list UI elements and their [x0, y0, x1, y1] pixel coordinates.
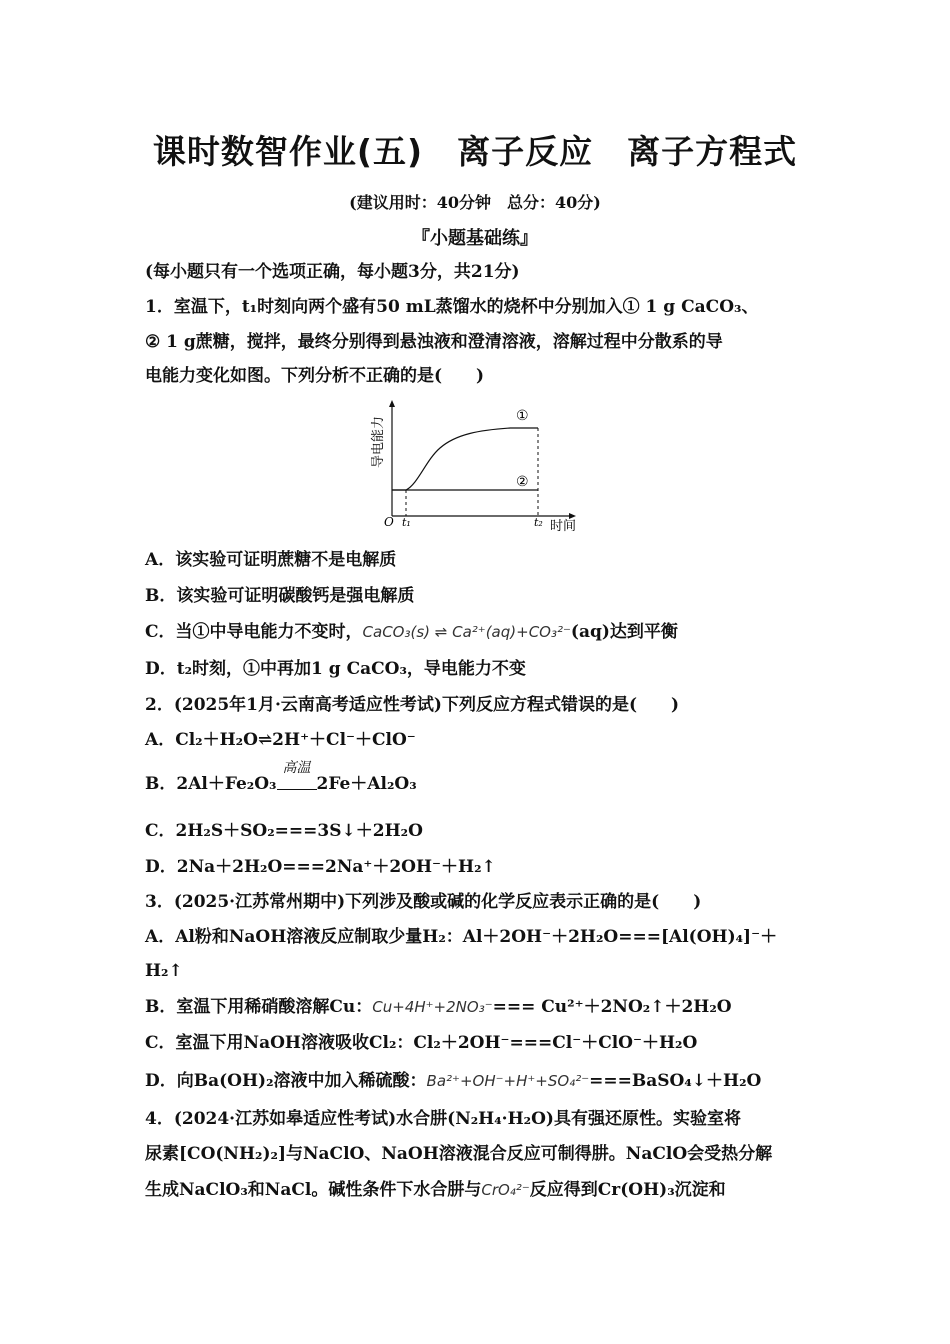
q3-option-d[interactable] — [145, 1069, 810, 1093]
page-title: 课时数智作业(五) 离子反应 离子方程式 — [152, 132, 798, 171]
t1-tick-label: t₁ — [402, 516, 411, 529]
series-2-label: ② — [516, 474, 529, 490]
conductivity-chart — [360, 398, 600, 538]
q3-option-d-formula: Ba²⁺+OH⁻+H⁺+SO₄²⁻ — [426, 1072, 590, 1090]
q2-option-a[interactable]: A．Cl₂＋H₂O⇌2H⁺＋Cl⁻＋ClO⁻ — [145, 730, 416, 750]
q4-line3-formula: CrO₄²⁻ — [481, 1181, 530, 1199]
q2-stem: 2．(2025年1月·云南高考适应性考试)下列反应方程式错误的是( ) — [145, 695, 680, 715]
q3-option-a-line1[interactable]: A．Al粉和NaOH溶液反应制取少量H₂：Al＋2OH⁻＋2H₂O===[Al(OH)₄]⁻＋ — [145, 927, 778, 947]
y-axis-label: 导电能力 — [371, 415, 386, 468]
q4-stem-line3 — [145, 1178, 810, 1202]
origin-label: O — [384, 515, 394, 529]
q3-option-b-pre: B．室温下用稀硝酸溶解Cu： — [145, 997, 373, 1017]
q3-option-b[interactable] — [145, 995, 810, 1019]
reaction-condition-arrow — [277, 760, 317, 796]
q1-option-c-post: (aq)达到平衡 — [570, 622, 678, 642]
q4-line3-pre: 生成NaClO₃和NaCl。碱性条件下水合肼与 — [145, 1180, 482, 1200]
series-1-label: ① — [516, 408, 529, 424]
q2-option-c[interactable]: C．2H₂S＋SO₂===3S↓＋2H₂O — [145, 821, 423, 841]
q4-stem-line1: 4．(2024·江苏如皋适应性考试)水合肼(N₂H₄·H₂O)具有强还原性。实验室将 — [145, 1109, 741, 1129]
q3-option-d-pre: D．向Ba(OH)₂溶液中加入稀硫酸： — [145, 1071, 427, 1091]
q1-option-c[interactable] — [145, 620, 810, 644]
q1-option-c-pre: C．当①中导电能力不变时， — [145, 622, 363, 642]
x-axis-label: 时间 — [550, 519, 577, 534]
q3-option-a-line2: H₂↑ — [145, 961, 183, 981]
q1-option-a[interactable]: A．该实验可证明蔗糖不是电解质 — [145, 550, 397, 570]
q1-option-d[interactable]: D．t₂时刻，①中再加1 g CaCO₃，导电能力不变 — [145, 659, 526, 679]
q3-option-d-post: ===BaSO₄↓＋H₂O — [589, 1071, 762, 1091]
q3-option-c[interactable]: C．室温下用NaOH溶液吸收Cl₂：Cl₂＋2OH⁻===Cl⁻＋ClO⁻＋H₂O — [145, 1033, 698, 1053]
q4-line3-post: 反应得到Cr(OH)₃沉淀和 — [529, 1180, 726, 1200]
q3-stem: 3．(2025·江苏常州期中)下列涉及酸或碱的化学反应表示正确的是( ) — [145, 892, 702, 912]
q3-option-b-formula: Cu+4H⁺+2NO₃⁻ — [372, 998, 493, 1016]
q1-option-c-formula: CaCO₃(s) ⇌ Ca²⁺(aq)+CO₃²⁻ — [362, 623, 571, 641]
time-score-note: (建议用时：40分钟 总分：40分) — [349, 193, 601, 212]
q1-stem-line3: 电能力变化如图。下列分析不正确的是( ) — [145, 366, 485, 386]
q1-option-b[interactable]: B．该实验可证明碳酸钙是强电解质 — [145, 586, 415, 606]
y-axis-arrow — [389, 400, 395, 407]
reaction-condition: 高温 — [282, 760, 311, 776]
instructions: (每小题只有一个选项正确，每小题3分，共21分) — [145, 262, 520, 282]
q2-option-d[interactable]: D．2Na＋2H₂O===2Na⁺＋2OH⁻＋H₂↑ — [145, 857, 496, 877]
q2-option-b-left: B．2Al＋Fe₂O₃ — [145, 774, 277, 794]
q1-stem-line2: ② 1 g蔗糖，搅拌，最终分别得到悬浊液和澄清溶液，溶解过程中分散系的导 — [145, 332, 723, 352]
q4-stem-line2: 尿素[CO(NH₂)₂]与NaClO、NaOH溶液混合反应可制得肼。NaClO会受热分解 — [145, 1144, 773, 1164]
section-heading: 『小题基础练』 — [412, 228, 538, 249]
q2-option-b[interactable] — [145, 760, 810, 796]
q2-option-b-right: 2Fe＋Al₂O₃ — [316, 774, 417, 794]
q1-stem-line1: 1．室温下，t₁时刻向两个盛有50 mL蒸馏水的烧杯中分别加入① 1 g CaCO₃、 — [145, 297, 759, 317]
t2-tick-label: t₂ — [534, 516, 543, 529]
q3-option-b-post: === Cu²⁺＋2NO₂↑＋2H₂O — [492, 997, 732, 1017]
